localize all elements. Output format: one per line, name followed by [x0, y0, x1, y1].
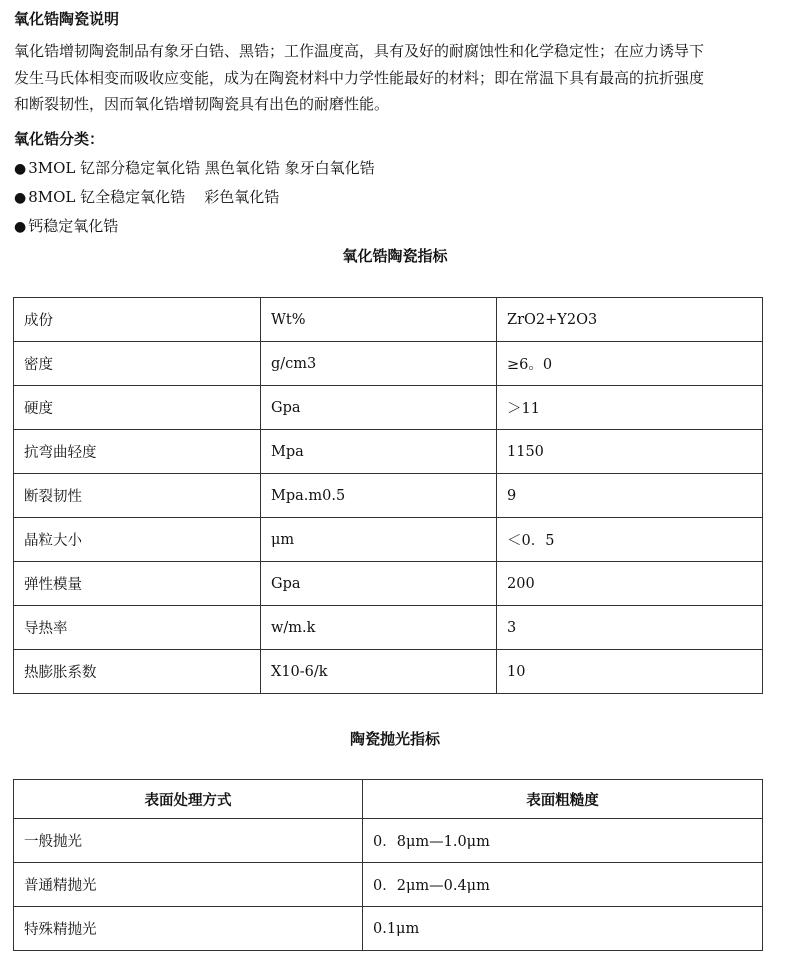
table-cell: 抗弯曲轻度: [14, 430, 261, 474]
table-cell: w/m.k: [261, 606, 497, 650]
table-row: [14, 650, 763, 694]
table-cell: 0．2μm—0.4μm: [363, 863, 763, 907]
intro-line: 氧化锆增韧陶瓷制品有象牙白锆、黑锆；工作温度高，具有及好的耐腐蚀性和化学稳定性；在应力诱导下: [14, 42, 705, 60]
table-cell: 一般抛光: [14, 819, 363, 863]
table-cell: 0.1μm: [363, 907, 763, 951]
table-row: [14, 518, 763, 562]
table-cell: g/cm3: [261, 342, 497, 386]
table-cell: 普通精抛光: [14, 863, 363, 907]
table-row: [14, 386, 763, 430]
table-cell: Gpa: [261, 562, 497, 606]
classification-item-text: 钙稳定氧化锆: [28, 217, 119, 235]
classification-item: [14, 186, 279, 207]
table-cell: 1150: [497, 430, 763, 474]
table-row: [14, 474, 763, 518]
table-row: [14, 430, 763, 474]
table-row: [14, 863, 763, 907]
table-cell: ＞11: [497, 386, 763, 430]
table-cell: 硬度: [14, 386, 261, 430]
intro-line: 发生马氏体相变而吸收应变能，成为在陶瓷材料中力学性能最好的材料；即在常温下具有最高的抗折强度: [14, 68, 705, 87]
table-row: [14, 606, 763, 650]
table-cell: Gpa: [261, 386, 497, 430]
table-row: [14, 819, 763, 863]
intro-title: 氧化锆陶瓷说明: [14, 10, 120, 28]
table-cell: 弹性模量: [14, 562, 261, 606]
polish-table-title: 陶瓷抛光指标: [349, 730, 440, 748]
table-cell: 晶粒大小: [14, 518, 261, 562]
column-header: 表面处理方式: [14, 780, 363, 819]
table-row: [14, 562, 763, 606]
table-row: [14, 298, 763, 342]
spec-table-title: 氧化锆陶瓷指标: [342, 247, 448, 265]
table-cell: Mpa.m0.5: [261, 474, 497, 518]
bullet-icon: ●: [14, 161, 27, 177]
table-cell: 3: [497, 606, 763, 650]
table-cell: Mpa: [261, 430, 497, 474]
classification-item: [14, 157, 375, 178]
table-cell: 热膨胀系数: [14, 650, 261, 694]
table-row: [14, 342, 763, 386]
table-cell: 9: [497, 474, 763, 518]
table-cell: 0．8μm—1.0μm: [363, 819, 763, 863]
classification-title: 氧化锆分类：: [14, 130, 105, 148]
table-cell: 密度: [14, 342, 261, 386]
intro-paragraph: [14, 38, 780, 118]
bullet-icon: ●: [14, 219, 27, 235]
table-cell: ZrO2+Y2O3: [497, 298, 763, 342]
table-header-row: [14, 780, 763, 819]
table-cell: 特殊精抛光: [14, 907, 363, 951]
classification-item: [14, 215, 118, 236]
table-row: [14, 907, 763, 951]
classification-item-text: 8MOL 钇全稳定氧化锆 彩色氧化锆: [28, 188, 280, 206]
table-cell: 断裂韧性: [14, 474, 261, 518]
table-cell: 200: [497, 562, 763, 606]
classification-item-text: 3MOL 钇部分稳定氧化锆 黑色氧化锆 象牙白氧化锆: [28, 159, 375, 177]
bullet-icon: ●: [14, 190, 27, 206]
table-cell: 导热率: [14, 606, 261, 650]
intro-line: 和断裂韧性，因而氧化锆增韧陶瓷具有出色的耐磨性能。: [14, 95, 390, 113]
table-cell: 成份: [14, 298, 261, 342]
table-cell: Wt%: [261, 298, 497, 342]
table-cell: μm: [261, 518, 497, 562]
spec-table: [13, 297, 763, 694]
table-cell: ＜0．5: [497, 518, 763, 562]
table-cell: X10-6/k: [261, 650, 497, 694]
column-header: 表面粗糙度: [363, 780, 763, 819]
table-cell: 10: [497, 650, 763, 694]
table-cell: ≥6。0: [497, 342, 763, 386]
polish-table: [13, 779, 763, 951]
